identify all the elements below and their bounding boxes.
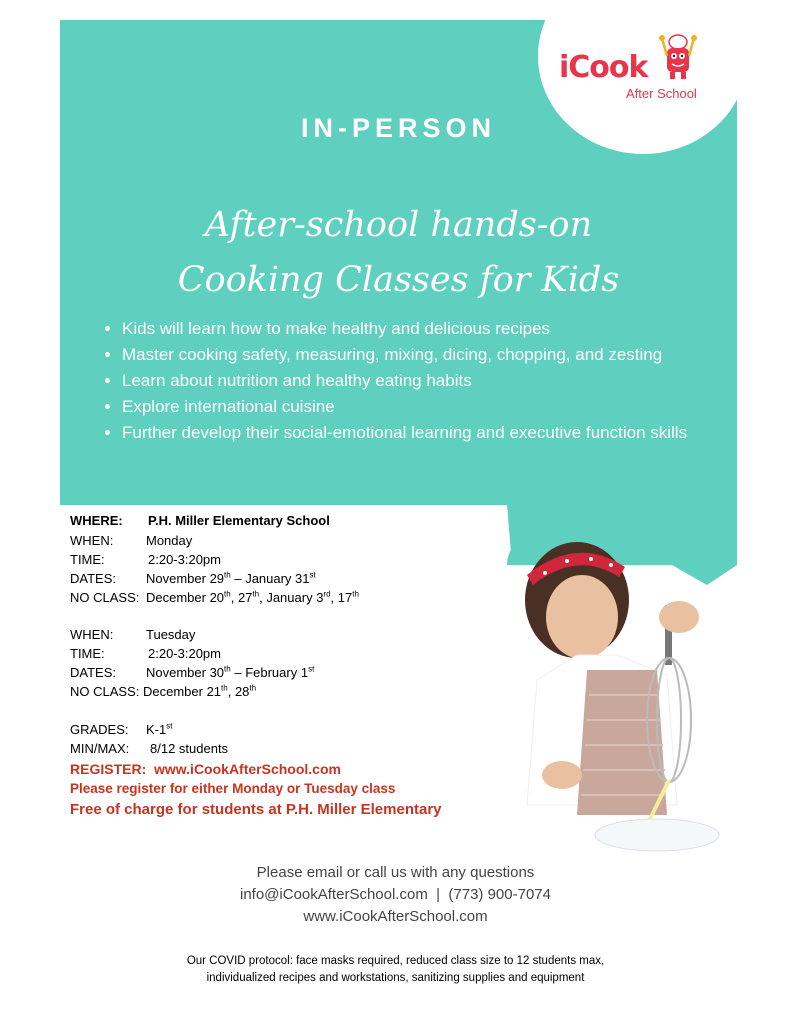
tuesday-dates-row: DATES: November 30th – February 1st — [70, 664, 315, 680]
phone-number[interactable]: (773) 900-7074 — [448, 886, 551, 903]
logo: iCook — [559, 50, 648, 85]
logo-subtitle: After School — [626, 86, 697, 101]
monday-dates-row: DATES: November 29th – January 31st — [70, 570, 316, 586]
contact-line: info@iCookAfterSchool.com | (773) 900-7074 — [240, 886, 551, 903]
register-note: Please register for either Monday or Tuesday class — [70, 781, 396, 796]
feature-list — [100, 316, 722, 446]
covid-protocol-line-1: Our COVID protocol: face masks required, reduced class size to 12 students max, — [186, 955, 605, 967]
headline-line-2: Cooking Classes for Kids — [177, 260, 620, 300]
register-row: REGISTER: www.iCookAfterSchool.com — [70, 761, 341, 777]
register-link[interactable]: www.iCookAfterSchool.com — [154, 761, 341, 777]
website-link[interactable]: www.iCookAfterSchool.com — [303, 908, 488, 925]
free-note: Free of charge for students at P.H. Miller Elementary — [70, 801, 442, 818]
monday-time-row: TIME: 2:20-3:20pm — [70, 552, 221, 567]
list-item: • Learn about nutrition and healthy eating habits — [122, 368, 722, 394]
covid-protocol-line-2: individualized recipes and workstations, sanitizing supplies and equipment — [206, 972, 585, 984]
contact-prompt: Please email or call us with any questions — [256, 864, 535, 881]
page-title: IN-PERSON — [300, 113, 497, 143]
tuesday-noclass-row: NO CLASS: December 21th, 28th — [70, 683, 257, 699]
email-link[interactable]: info@iCookAfterSchool.com — [240, 886, 428, 903]
list-item: • Kids will learn how to make healthy and delicious recipes — [122, 316, 722, 342]
chef-mascot-icon — [656, 34, 700, 82]
grades-row: GRADES: K-1st — [70, 721, 173, 737]
banner — [60, 20, 737, 505]
monday-when-row: WHEN: Monday — [70, 533, 193, 548]
where-row: WHERE: P.H. Miller Elementary School — [70, 513, 330, 528]
tuesday-time-row: TIME: 2:20-3:20pm — [70, 646, 221, 661]
child-cooking-photo — [507, 505, 737, 860]
list-item: • Master cooking safety, measuring, mixing, dicing, chopping, and zesting — [122, 342, 722, 368]
school-name: P.H. Miller Elementary School — [148, 513, 330, 528]
tuesday-when-row: WHEN: Tuesday — [70, 627, 196, 642]
list-item: • Explore international cuisine — [122, 394, 722, 420]
headline-line-1: After-school hands-on — [204, 205, 593, 245]
monday-noclass-row: NO CLASS: December 20th, 27th, January 3rd, 17th — [70, 589, 359, 605]
minmax-row: MIN/MAX: 8/12 students — [70, 741, 229, 756]
list-item: • Further develop their social-emotional learning and executive function skills — [122, 420, 722, 446]
